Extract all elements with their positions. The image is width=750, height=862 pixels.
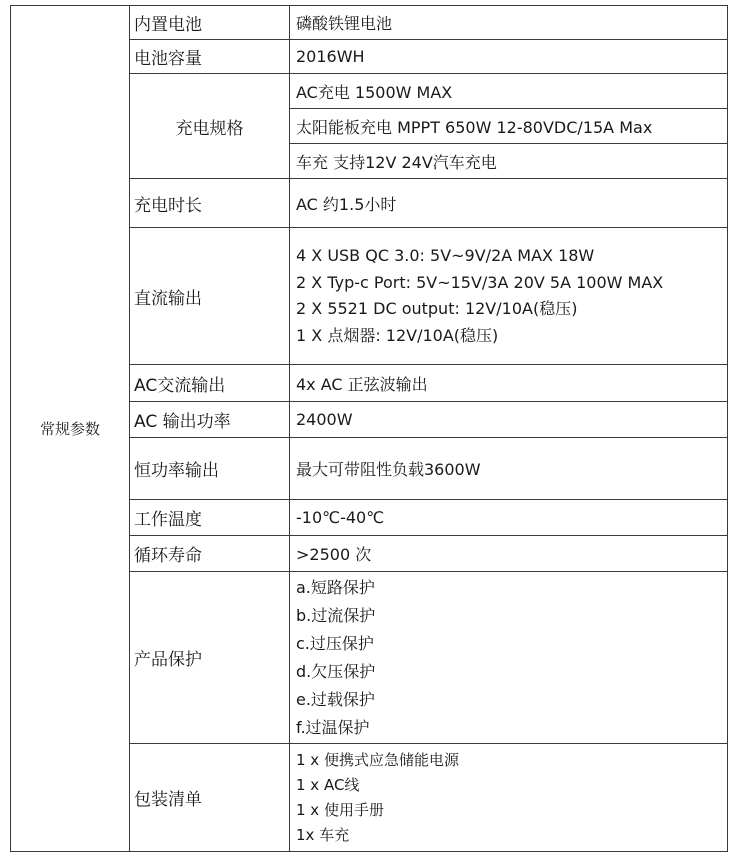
value-package <box>290 744 728 852</box>
value-dc-output <box>290 228 728 365</box>
value-battery: 磷酸铁锂电池 <box>290 6 728 40</box>
group-label: 常规参数 <box>11 6 130 852</box>
list-item: d.欠压保护 <box>296 661 376 681</box>
list-item: 1 x AC线 <box>296 775 360 794</box>
label-ac-power: AC 输出功率 <box>130 402 290 438</box>
value-protection <box>290 572 728 744</box>
list-item: e.过载保护 <box>296 689 375 709</box>
value-cycle-life: >2500 次 <box>290 536 728 572</box>
list-item: 1 x 使用手册 <box>296 800 384 819</box>
value-temperature: -10℃-40℃ <box>290 500 728 536</box>
value-ac-power: 2400W <box>290 402 728 438</box>
label-temperature: 工作温度 <box>130 500 290 536</box>
value-constant-power: 最大可带阻性负载3600W <box>290 438 728 500</box>
list-item: a.短路保护 <box>296 577 375 597</box>
list-item: 4 X USB QC 3.0: 5V~9V/2A MAX 18W <box>296 246 595 265</box>
label-charge-time: 充电时长 <box>130 179 290 228</box>
label-charge-spec: 充电规格 <box>130 74 290 179</box>
value-ac-output: 4x AC 正弦波输出 <box>290 365 728 402</box>
label-dc-output: 直流输出 <box>130 228 290 365</box>
value-charge-spec-ac: AC充电 1500W MAX <box>290 74 728 109</box>
label-constant-power: 恒功率输出 <box>130 438 290 500</box>
table-row <box>11 6 728 40</box>
list-item: f.过温保护 <box>296 717 370 737</box>
list-item: b.过流保护 <box>296 605 376 625</box>
value-capacity: 2016WH <box>290 40 728 74</box>
label-ac-output: AC交流输出 <box>130 365 290 402</box>
list-item: c.过压保护 <box>296 633 374 653</box>
label-package: 包装清单 <box>130 744 290 852</box>
label-cycle-life: 循环寿命 <box>130 536 290 572</box>
list-item: 2 X 5521 DC output: 12V/10A(稳压) <box>296 299 578 318</box>
list-item: 1 X 点烟器: 12V/10A(稳压) <box>296 325 499 345</box>
value-charge-spec-car: 车充 支持12V 24V汽车充电 <box>290 144 728 179</box>
label-capacity: 电池容量 <box>130 40 290 74</box>
value-charge-spec-solar: 太阳能板充电 MPPT 650W 12-80VDC/15A Max <box>290 109 728 144</box>
spec-table <box>10 5 728 852</box>
label-protection: 产品保护 <box>130 572 290 744</box>
label-battery: 内置电池 <box>130 6 290 40</box>
value-charge-time: AC 约1.5小时 <box>290 179 728 228</box>
list-item: 2 X Typ-c Port: 5V~15V/3A 20V 5A 100W MAX <box>296 272 664 292</box>
list-item: 1x 车充 <box>296 825 350 844</box>
list-item: 1 x 便携式应急储能电源 <box>296 750 459 769</box>
